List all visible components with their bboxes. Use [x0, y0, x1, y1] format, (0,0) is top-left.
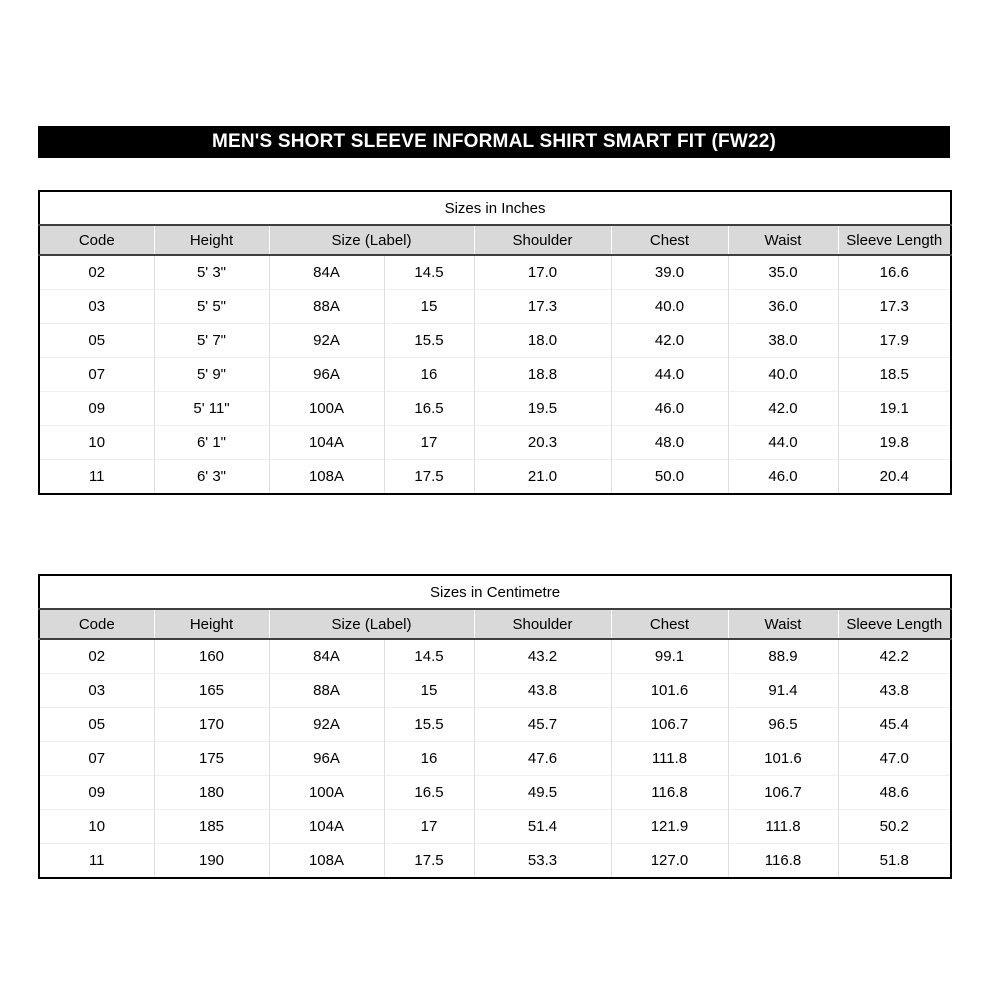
table-row: [39, 674, 951, 708]
table-cell: 35.0: [728, 255, 838, 290]
title-banner: [38, 126, 950, 158]
table-cell: 43.8: [474, 674, 611, 708]
table-row: [39, 639, 951, 674]
table-cell: 51.4: [474, 810, 611, 844]
table-cell: 03: [39, 290, 154, 324]
centimetre-table-body: [39, 639, 951, 878]
table-cell: 40.0: [611, 290, 728, 324]
table-cell: 47.6: [474, 742, 611, 776]
table-cell: 14.5: [384, 639, 474, 674]
table-cell: 88A: [269, 290, 384, 324]
table-cell: 50.2: [838, 810, 951, 844]
header-chest: Chest: [611, 609, 728, 639]
table-cell: 19.8: [838, 426, 951, 460]
table-cell: 106.7: [728, 776, 838, 810]
table-row: [39, 426, 951, 460]
table-cell: 116.8: [728, 844, 838, 879]
header-code: Code: [39, 609, 154, 639]
table-cell: 16.6: [838, 255, 951, 290]
table-cell: 96.5: [728, 708, 838, 742]
table-cell: 100A: [269, 776, 384, 810]
table-cell: 104A: [269, 810, 384, 844]
table-cell: 100A: [269, 392, 384, 426]
table-cell: 17: [384, 426, 474, 460]
table-cell: 07: [39, 742, 154, 776]
header-waist: Waist: [728, 609, 838, 639]
table-title: Sizes in Centimetre: [39, 575, 951, 609]
centimetre-table: [38, 574, 952, 879]
table-cell: 42.2: [838, 639, 951, 674]
header-code: Code: [39, 225, 154, 255]
table-cell: 185: [154, 810, 269, 844]
table-cell: 6' 1": [154, 426, 269, 460]
header-size-label: Size (Label): [269, 609, 474, 639]
table-cell: 43.8: [838, 674, 951, 708]
table-cell: 03: [39, 674, 154, 708]
header-shoulder: Shoulder: [474, 609, 611, 639]
table-cell: 46.0: [611, 392, 728, 426]
table-cell: 121.9: [611, 810, 728, 844]
table-cell: 39.0: [611, 255, 728, 290]
table-cell: 15.5: [384, 708, 474, 742]
table-cell: 99.1: [611, 639, 728, 674]
table-cell: 104A: [269, 426, 384, 460]
table-cell: 116.8: [611, 776, 728, 810]
table-cell: 42.0: [611, 324, 728, 358]
table-cell: 92A: [269, 324, 384, 358]
table-cell: 92A: [269, 708, 384, 742]
table-cell: 21.0: [474, 460, 611, 495]
table-cell: 165: [154, 674, 269, 708]
table-row: [39, 324, 951, 358]
table-cell: 106.7: [611, 708, 728, 742]
table-cell: 96A: [269, 742, 384, 776]
table-cell: 5' 7": [154, 324, 269, 358]
header-height: Height: [154, 609, 269, 639]
table-cell: 127.0: [611, 844, 728, 879]
table-cell: 16.5: [384, 776, 474, 810]
content-area: [38, 0, 950, 879]
table-cell: 43.2: [474, 639, 611, 674]
table-cell: 38.0: [728, 324, 838, 358]
header-row: [39, 609, 951, 639]
table-cell: 42.0: [728, 392, 838, 426]
table-cell: 11: [39, 460, 154, 495]
table-cell: 19.1: [838, 392, 951, 426]
table-cell: 16.5: [384, 392, 474, 426]
table-cell: 160: [154, 639, 269, 674]
table-cell: 02: [39, 255, 154, 290]
table-cell: 14.5: [384, 255, 474, 290]
table-cell: 09: [39, 392, 154, 426]
table-cell: 101.6: [611, 674, 728, 708]
table-cell: 36.0: [728, 290, 838, 324]
table-cell: 170: [154, 708, 269, 742]
table-cell: 17: [384, 810, 474, 844]
table-row: [39, 844, 951, 879]
table-cell: 16: [384, 358, 474, 392]
table-title-row: [39, 191, 951, 225]
header-sleeve-length: Sleeve Length: [838, 609, 951, 639]
table-title: Sizes in Inches: [39, 191, 951, 225]
table-cell: 84A: [269, 255, 384, 290]
table-cell: 175: [154, 742, 269, 776]
header-sleeve-length: Sleeve Length: [838, 225, 951, 255]
table-row: [39, 358, 951, 392]
table-title-row: [39, 575, 951, 609]
inches-table: [38, 190, 952, 495]
table-cell: 111.8: [728, 810, 838, 844]
table-cell: 5' 11": [154, 392, 269, 426]
table-cell: 02: [39, 639, 154, 674]
table-cell: 15: [384, 290, 474, 324]
table-cell: 10: [39, 426, 154, 460]
header-chest: Chest: [611, 225, 728, 255]
table-cell: 18.5: [838, 358, 951, 392]
table-cell: 15.5: [384, 324, 474, 358]
table-cell: 09: [39, 776, 154, 810]
table-cell: 40.0: [728, 358, 838, 392]
table-cell: 50.0: [611, 460, 728, 495]
table-cell: 96A: [269, 358, 384, 392]
table-row: [39, 776, 951, 810]
table-cell: 108A: [269, 844, 384, 879]
header-size-label: Size (Label): [269, 225, 474, 255]
table-cell: 15: [384, 674, 474, 708]
page-title: MEN'S SHORT SLEEVE INFORMAL SHIRT SMART FIT (FW22): [211, 131, 777, 152]
table-cell: 17.5: [384, 844, 474, 879]
table-cell: 190: [154, 844, 269, 879]
table-cell: 20.4: [838, 460, 951, 495]
table-cell: 45.4: [838, 708, 951, 742]
table-cell: 51.8: [838, 844, 951, 879]
table-cell: 48.0: [611, 426, 728, 460]
table-cell: 88A: [269, 674, 384, 708]
table-cell: 91.4: [728, 674, 838, 708]
table-cell: 11: [39, 844, 154, 879]
header-waist: Waist: [728, 225, 838, 255]
table-cell: 18.0: [474, 324, 611, 358]
table-cell: 5' 9": [154, 358, 269, 392]
header-shoulder: Shoulder: [474, 225, 611, 255]
table-row: [39, 290, 951, 324]
table-cell: 111.8: [611, 742, 728, 776]
table-row: [39, 255, 951, 290]
table-cell: 46.0: [728, 460, 838, 495]
table-cell: 07: [39, 358, 154, 392]
table-cell: 20.3: [474, 426, 611, 460]
table-cell: 88.9: [728, 639, 838, 674]
table-cell: 05: [39, 708, 154, 742]
table-cell: 108A: [269, 460, 384, 495]
table-cell: 17.0: [474, 255, 611, 290]
table-cell: 5' 5": [154, 290, 269, 324]
table-cell: 17.5: [384, 460, 474, 495]
table-row: [39, 810, 951, 844]
table-cell: 5' 3": [154, 255, 269, 290]
table-cell: 18.8: [474, 358, 611, 392]
table-cell: 6' 3": [154, 460, 269, 495]
table-cell: 10: [39, 810, 154, 844]
table-cell: 17.9: [838, 324, 951, 358]
header-height: Height: [154, 225, 269, 255]
table-cell: 45.7: [474, 708, 611, 742]
table-row: [39, 392, 951, 426]
table-cell: 180: [154, 776, 269, 810]
table-cell: 16: [384, 742, 474, 776]
table-cell: 84A: [269, 639, 384, 674]
table-cell: 17.3: [838, 290, 951, 324]
table-cell: 101.6: [728, 742, 838, 776]
header-row: [39, 225, 951, 255]
table-cell: 05: [39, 324, 154, 358]
table-cell: 44.0: [611, 358, 728, 392]
table-cell: 53.3: [474, 844, 611, 879]
table-cell: 44.0: [728, 426, 838, 460]
table-cell: 17.3: [474, 290, 611, 324]
table-cell: 19.5: [474, 392, 611, 426]
table-cell: 49.5: [474, 776, 611, 810]
table-cell: 48.6: [838, 776, 951, 810]
table-row: [39, 460, 951, 495]
inches-table-body: [39, 255, 951, 494]
table-cell: 47.0: [838, 742, 951, 776]
table-row: [39, 708, 951, 742]
table-row: [39, 742, 951, 776]
